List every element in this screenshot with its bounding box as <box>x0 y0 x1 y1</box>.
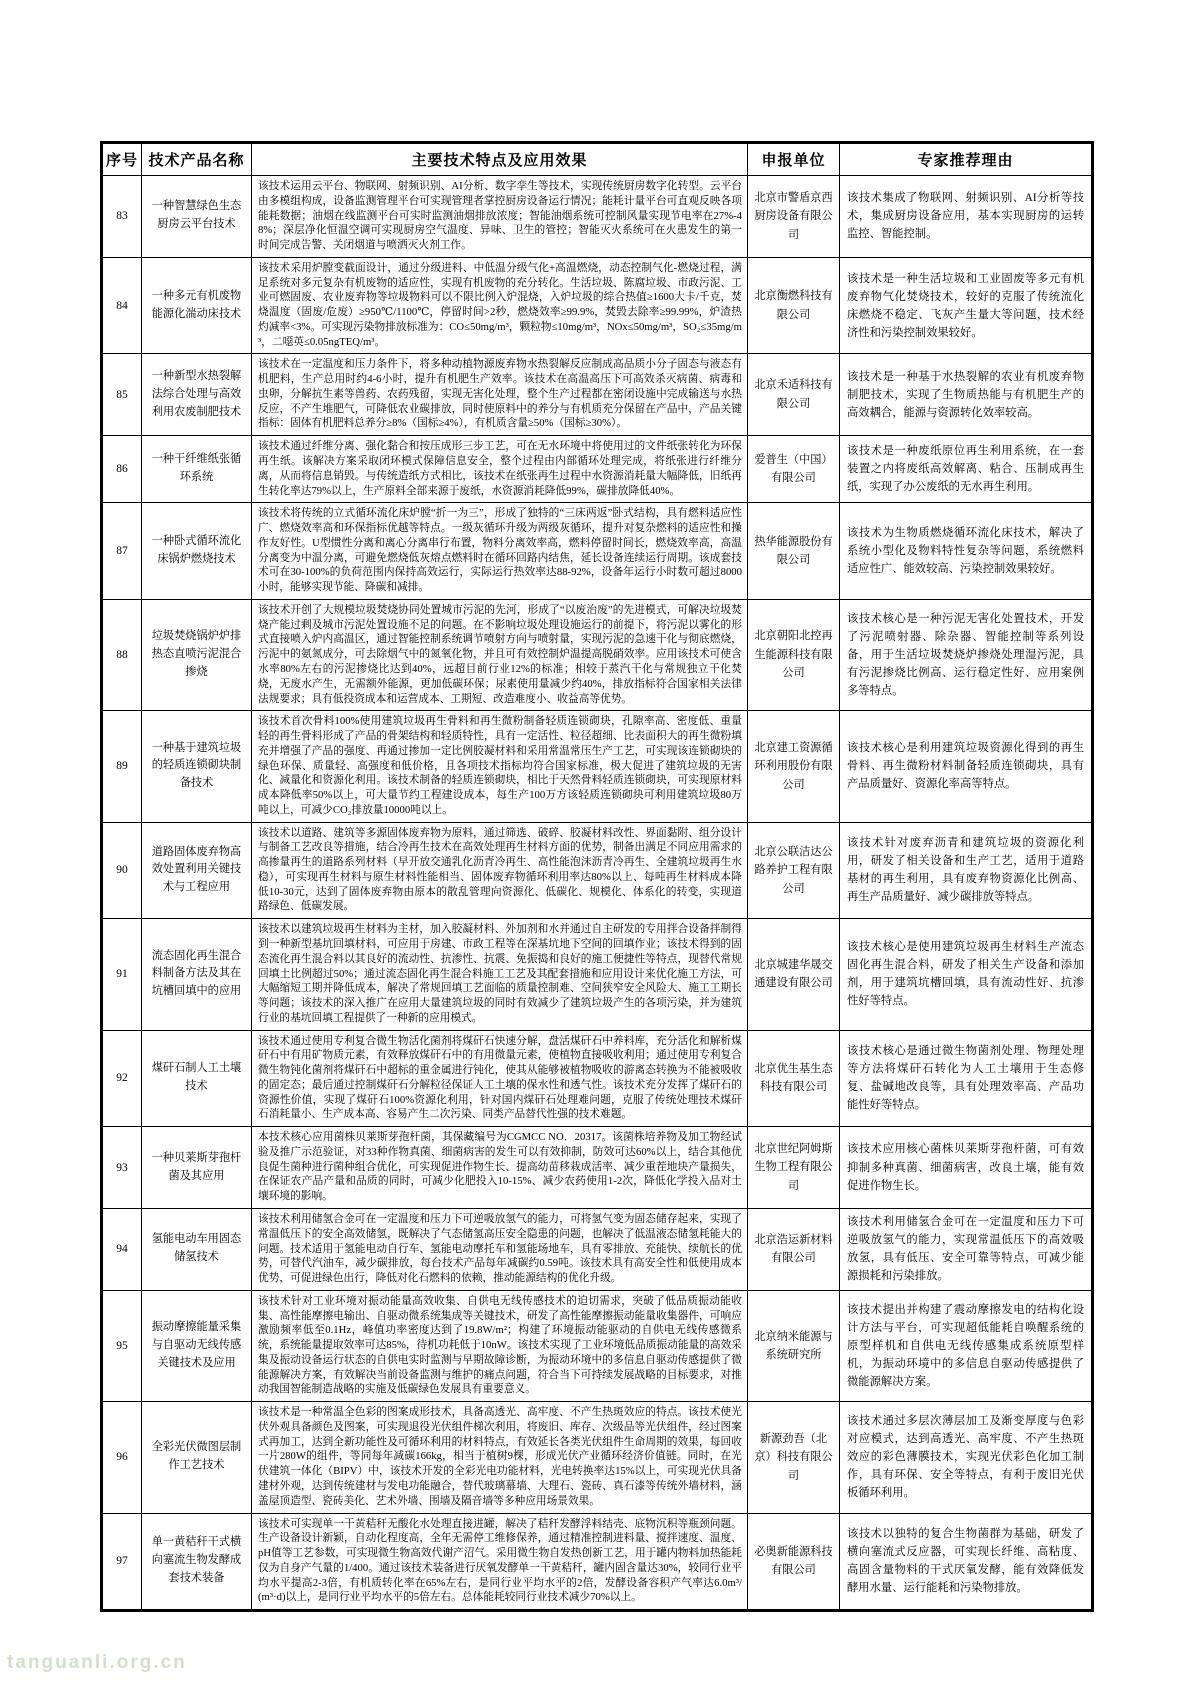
cell-reason: 该技术通过多层次薄层加工及渐变厚度与色彩对应模式，达到高透光、高牢度、不产生热斑效应的彩色薄膜技术，实现光伏彩色化加工制作，具有环保、安全等特点，有利于废旧光伏板循环利用。 <box>840 1402 1093 1513</box>
technology-products-table <box>100 141 1094 1612</box>
cell-serial-number: 95 <box>102 1290 142 1401</box>
cell-product-name: 一种基于建筑垃圾的轻质连锁砌块制备技术 <box>142 711 252 822</box>
cell-product-name: 单一黄秸秆干式横向塞流生物发酵成套技术装备 <box>142 1513 252 1611</box>
cell-serial-number: 86 <box>102 436 142 503</box>
cell-serial-number: 83 <box>102 176 142 258</box>
table-row <box>102 1513 1093 1611</box>
cell-reason: 该技术核心是一种污泥无害化处置技术，开发了污泥喷射器、除杂器、智能控制等系列设备，用于生活垃圾焚烧炉掺烧处理湿污泥，具有污泥掺烧比例高、运行稳定性好、应用案例多等特点。 <box>840 599 1093 710</box>
cell-product-name: 氢能电动车用固态储氢技术 <box>142 1209 252 1291</box>
cell-reason: 该技术以独特的复合生物菌群为基础，研发了横向塞流式反应器，可实现长纤维、高粘度、高固含量物料的干式厌氧发酵，能有效降低发酵用水量、运行能耗和污染物排放。 <box>840 1513 1093 1611</box>
table-row <box>102 1402 1093 1513</box>
cell-product-name: 一种智慧绿色生态厨房云平台技术 <box>142 176 252 258</box>
cell-applicant: 爱普生（中国）有限公司 <box>748 436 840 503</box>
header-features: 主要技术特点及应用效果 <box>252 143 748 176</box>
cell-features: 该技术针对工业环境对振动能量高效收集、自供电无线传感技术的迫切需求，突破了低品质振动能收集、高性能摩擦电输出、自驱动微系统集成等关键技术，研发了高性能摩擦振动能量收集器件，可响应激励频率低至0.1Hz，峰值功率密度达到了19.8W/m²；构建了环境振动能驱动的自供电无线传感微系统，系统能量提取效率可达85%，待机功耗低于10nW。该技术实现了工业环境低品质振动能量的高效采集及振动设备运行状态的自供电实时监测与早期故障诊断，为振动环境中的多信息自驱动传感提供了微能源解决方案，有效解决当前设备监测与维护的痛点问题，符合当下可持续发展战略的目标要求，对推动我国智能制造战略的实施及低碳绿色发展具有重要意义。 <box>252 1290 748 1401</box>
cell-applicant: 北京世纪阿姆斯生物工程有限公司 <box>748 1127 840 1209</box>
cell-reason: 该技术是一种废纸原位再生利用系统，在一套装置之内将废纸高效解离、粘合、压制成再生纸，实现了办公废纸的无水再生利用。 <box>840 436 1093 503</box>
cell-features: 该技术利用储氢合金可在一定温度和压力下可逆吸放氢气的能力，可将氢气变为固态储存起来，实现了常温低压下的安全高效储氢，既解决了气态储氢高压安全隐患的问题，也解决了低温液态储氢耗能大的问题。技术适用于氢能电动自行车、氢能电动摩托车和氢能场地车，具有零排放、充能快、续航长的优势，可替代汽油车，减少碳排放，每台技术产品每年减碳约0.59吨。该技术具有高安全性和低使用成本优势，可促进绿色出行，降低对化石燃料的依赖，推动能源结构的优化升级。 <box>252 1209 748 1291</box>
table-row <box>102 1290 1093 1401</box>
cell-features: 该技术以道路、建筑等多源固体废弃物为原料，通过筛选、破碎、胶凝材料改性、界面黏附、组分设计与制备工艺改良等措施，结合冷再生技术在高效处理再生材料方面的优势，制备出满足不同应用需求的高掺量再生的道路系列材料（早开放交通乳化沥青冷再生、高性能泡沫沥青冷再生、全建筑垃圾再生水稳），可实现再生材料与原生材料性能相当、固体废弃物循环利用率达80%以上、每吨再生材料成本降低10-30元，达到了固体废弃物由原本的散乱管理向资源化、低碳化、规模化、体系化的转变，实现道路绿色、低碳发展。 <box>252 822 748 919</box>
cell-serial-number: 87 <box>102 503 142 600</box>
cell-product-name: 振动摩擦能量采集与自驱动无线传感关键技术及应用 <box>142 1290 252 1401</box>
cell-reason: 该技术核心是使用建筑垃圾再生材料生产流态固化再生混合料，研发了相关生产设备和添加剂，用于建筑坑槽回填，具有流动性好、抗渗性好等特点。 <box>840 919 1093 1030</box>
cell-features: 该技术可实现单一干黄秸秆无酸化水处理直接进罐，解决了秸秆发酵浮料结壳、底物沉积等瓶颈问题。生产设备设计新颖，自动化程度高，全年无需停工维修保养，通过精准控制进料量、搅拌速度、温度、pH值等工艺参数，可实现微生物高效代谢产沼气。采用微生物自发热创新工艺，用于罐内物料加热能耗仅为自身产气量的1/400。通过该技术装备进行厌氧发酵单一干黄秸秆，罐内固含量达30%，较同行业平均水平提高2-3倍，有机质转化率在65%左右，是同行业平均水平的2倍，发酵设备容积产气率达6.0m³/(m³·d)以上，是同行业平均水平的5倍左右。总体能耗较同行业技术减少70%以上。 <box>252 1513 748 1611</box>
cell-reason: 该技术利用储氢合金可在一定温度和压力下可逆吸放氢气的能力，实现常温低压下的高效吸放氢，具有低压、安全可靠等特点，可减少能源损耗和污染排放。 <box>840 1209 1093 1291</box>
cell-applicant: 热华能源股份有限公司 <box>748 503 840 600</box>
cell-reason: 该技术核心是通过微生物菌剂处理、物理处理等方法将煤矸石转化为人工土壤用于生态修复、盐碱地改良等，具有处理效率高、产品功能性好等特点。 <box>840 1030 1093 1127</box>
cell-applicant: 北京优生基生态科技有限公司 <box>748 1030 840 1127</box>
table-row <box>102 822 1093 919</box>
cell-features: 该技术通过纤维分离、强化黏合和按压成形三步工艺，可在无水环境中将使用过的文件纸张转化为环保再生纸。该解决方案采取闭环模式保障信息安全，整个过程由内部循环处理完成，将纸张进行纤维分离，从而将信息销毁。与传统造纸方式相比，该技术在纸张再生过程中水资源消耗量大幅降低，旧纸再生转化率达79%以上，生产原料全部来源于废纸，水资源消耗降低99%，碳排放降低40%。 <box>252 436 748 503</box>
cell-features: 该技术首次骨料100%使用建筑垃圾再生骨料和再生微粉制备轻质连锁砌块，孔隙率高、密度低、重量轻的再生骨料形成了产品的骨架结构和轻质特性，具有一定活性、粒径超细、比表面积大的再生微粉填充并增强了产品的强度、再通过掺加一定比例胶凝材料和采用常温常压生产工艺，可实现该连锁砌块的绿色环保、质量轻、高强度和低价格，且各项技术指标均符合国家标准，极大促进了建筑垃圾的无害化、减量化和资源化利用。该技术制备的轻质连锁砌块，相比于天然骨料轻质连锁砌块，可实现原材料成本降低率50%以上，可大量节约工程建设成本，每生产100万方该轻质连锁砌块可利用建筑垃圾80万吨以上，可减少CO₂排放量10000吨以上。 <box>252 711 748 822</box>
cell-features: 该技术在一定温度和压力条件下，将多种动植物源废弃物水热裂解反应制成高品质小分子固态与液态有机肥料，生产总用时约4-6小时，提升有机肥生产效率。该技术在高温高压下可高效杀灭病菌、病毒和虫卵，分解抗生素等兽药、农药残留，实现无害化处理，整个生产过程都在密闭设施中完成输送与水热反应，不产生堆肥气，可降低农业碳排放，同时使原料中的养分与有机质充分保留在产品中，产品关键指标：固体有机肥料总养分≥8%（国标≥4%），有机质含量≥50%（国标≥30%）。 <box>252 354 748 436</box>
cell-reason: 该技术核心是利用建筑垃圾资源化得到的再生骨料、再生微粉材料制备轻质连锁砌块，具有产品质量好、资源化率高等特点。 <box>840 711 1093 822</box>
cell-product-name: 一种新型水热裂解法综合处理与高效利用农废制肥技术 <box>142 354 252 436</box>
cell-product-name: 流态固化再生混合料制备方法及其在坑槽回填中的应用 <box>142 919 252 1030</box>
table-row <box>102 503 1093 600</box>
cell-applicant: 北京城建华晟交通建设有限公司 <box>748 919 840 1030</box>
cell-applicant: 必奥新能源科技有限公司 <box>748 1513 840 1611</box>
cell-serial-number: 94 <box>102 1209 142 1291</box>
table-header-row <box>102 143 1093 176</box>
cell-applicant: 北京浩运新材料有限公司 <box>748 1209 840 1291</box>
cell-reason: 该技术提出并构建了震动摩擦发电的结构化设计方法与平台，可实现超低能耗自唤醒系统的原型样机和自供电无线传感集成系统原型样机，为振动环境中的多信息自驱动传感提供了微能源解决方案。 <box>840 1290 1093 1401</box>
cell-reason: 该技术应用核心菌株贝莱斯芽孢杆菌，可有效抑制多种真菌、细菌病害，改良土壤，能有效促进作物生长。 <box>840 1127 1093 1209</box>
table-row <box>102 919 1093 1030</box>
cell-features: 该技术以建筑垃圾再生材料为主材，加入胶凝材料、外加剂和水并通过自主研发的专用拌合设备拌制得到一种新型基坑回填材料，可应用于房建、市政工程等在深基坑地下空间的回填作业；该技术得到的固态流化再生混合料以其良好的流动性、抗渗性、抗震、免振捣和良好的施工便捷性等特点，现替代常规回填土比例超过50%；通过流态固化再生混合料施工工艺及其配套措施和应用设计来优化施工方法，可大幅缩短工期并降低成本，解决了常规回填工艺面临的质量控制难、空间狭窄安全风险大、施工工期长等问题；该技术的深入推广在应用大量建筑垃圾的同时有效减少了建筑垃圾产生的各项污染，并为建筑行业的基坑回填工程提供了一种新的应用模式。 <box>252 919 748 1030</box>
table-row <box>102 1030 1093 1127</box>
cell-applicant: 北京建工资源循环利用股份有限公司 <box>748 711 840 822</box>
cell-serial-number: 92 <box>102 1030 142 1127</box>
cell-product-name: 煤矸石制人工土壤技术 <box>142 1030 252 1127</box>
cell-applicant: 北京市警盾京西厨房设备有限公司 <box>748 176 840 258</box>
cell-serial-number: 90 <box>102 822 142 919</box>
cell-product-name: 一种多元有机废物能源化湍动床技术 <box>142 257 252 354</box>
cell-features: 该技术是一种常温全色彩的图案成形技术，具备高透光、高牢度、不产生热斑效应的特点。该技术使光伏外观具备颜色及图案，可实现退役光伏组件梯次利用，将废旧、库存、次级品等光伏组件，经过图案式再加工，达到全新功能性及可循环利用的材料特点，有效延长各类光伏组件生命周期的效果，每回收一片280W的组件，等同每年减碳166kg，相当于植树9棵，形成光伏产业循环经济价值链。同时，在光伏建筑一体化（BIPV）中，该技术开发的全彩光电功能材料，光电转换率达15%以上，可实现光伏具备建材外观，达到传统建材与发电功能融合，替代玻璃幕墙、大理石、瓷砖、真石漆等传统外墙材料，涵盖屋顶造型、瓷砖美化、艺术外墙、围墙及隔音墙等多种应用场景效果。 <box>252 1402 748 1513</box>
cell-serial-number: 96 <box>102 1402 142 1513</box>
cell-applicant: 北京公联洁达公路养护工程有限公司 <box>748 822 840 919</box>
cell-applicant: 北京朝阳北控再生能源科技有限公司 <box>748 599 840 710</box>
cell-applicant: 北京衡燃科技有限公司 <box>748 257 840 354</box>
header-applicant: 申报单位 <box>748 143 840 176</box>
cell-reason: 该技术集成了物联网、射频识别、AI分析等技术，集成厨房设备应用，基本实现厨房的运转监控、智能控制。 <box>840 176 1093 258</box>
cell-features: 该技术采用炉膛变截面设计，通过分级进料、中低温分级气化+高温燃烧，动态控制气化-燃烧过程，满足系统对多元复杂有机废物的适应性，实现有机废物的充分转化。生活垃圾、陈腐垃圾、市政污泥、工业可燃固废、农业废弃物等垃圾物料可以不限比例入炉混烧，入炉垃圾的综合热值≥1600大卡/千克，焚烧温度（固废/危废）≥950℃/1100℃，停留时间>2秒，燃烧效率≥99.9%，焚毁去除率≥99.99%，炉渣热灼减率<3%。可实现污染物排放标准为：CO≤50mg/m³，颗粒物≤10mg/m³，NOx≤50mg/m³，SO₂≤35mg/m³，二噁英≤0.05ngTEQ/m³。 <box>252 257 748 354</box>
table-row <box>102 436 1093 503</box>
cell-features: 该技术将传统的立式循环流化床炉膛“折一为三”，形成了独特的“三床两返”卧式结构，具有燃料适应性广、燃烧效率高和环保指标优越等特点。一级灰循环升级为两级灰循环，提升对复杂燃料的适应性和操作友好性。U型惯性分离和离心分离串行布置，物料分离效率高，燃料停留时间长，燃烧效率高，高温分离变为中温分离，可避免燃烧低灰熔点燃料时在循环回路内结焦，延长设备连续运行周期。该成套技术可在30-100%的负荷范围内保持高效运行，实际运行热效率达88-92%，设备年运行小时数可超过8000小时，能够实现节能、降碳和减排。 <box>252 503 748 600</box>
cell-product-name: 一种贝莱斯芽孢杆菌及其应用 <box>142 1127 252 1209</box>
table-row <box>102 176 1093 258</box>
cell-product-name: 道路固体废弃物高效处置利用关键技术与工程应用 <box>142 822 252 919</box>
cell-product-name: 一种卧式循环流化床锅炉燃烧技术 <box>142 503 252 600</box>
cell-serial-number: 84 <box>102 257 142 354</box>
cell-serial-number: 93 <box>102 1127 142 1209</box>
header-product-name: 技术产品名称 <box>142 143 252 176</box>
cell-product-name: 一种干纤维纸张循环系统 <box>142 436 252 503</box>
cell-reason: 该技术针对废弃沥青和建筑垃圾的资源化利用，研发了相关设备和生产工艺，适用于道路基材的再生利用，具有废弃物资源化比例高、再生产品质量好、减少碳排放等特点。 <box>840 822 1093 919</box>
table-row <box>102 354 1093 436</box>
cell-serial-number: 85 <box>102 354 142 436</box>
watermark: tanguanli.org.cn <box>7 1652 187 1673</box>
cell-serial-number: 88 <box>102 599 142 710</box>
table-row <box>102 599 1093 710</box>
cell-features: 该技术运用云平台、物联网、射频识别、AI分析、数字孪生等技术，实现传统厨房数字化转型。云平台由多模组构成，设备监测管理平台可实现管理者掌控厨房设备运行情况；能耗计量平台可直观反映各项能耗数据；油烟在线监测平台可实时监测油烟排放浓度；智能油烟系统可控制风量实现节电率在27%-48%；深层净化恒温空调可实现厨房空气温度、异味、卫生的管控；智能灭火系统可在火患发生的第一时间完成告警、关闭烟道与喷洒灭火剂工作。 <box>252 176 748 258</box>
table-row <box>102 711 1093 822</box>
cell-features: 该技术开创了大规模垃圾焚烧协同处置城市污泥的先河，形成了“以废治废”的先进模式，可解决垃圾焚烧产能过剩及城市污泥处置设施不足的问题。在不影响垃圾处理设施运行的前提下，将污泥以雾化的形式直接喷入炉内高温区，通过智能控制系统调节喷射方向与喷射量，实现污泥的急速干化与彻底燃烧，污泥中的氨氮成分，可去除烟气中的氮氧化物，并且可有效控制炉温提高脱硝效率。应用该技术可使含水率80%左右的污泥掺烧比达到40%，远超目前行业12%的标准；相较于蒸汽干化与常规独立干化焚烧，无废水产生，无需额外能源，更加低碳环保；尿素使用量减少约40%，排放指标符合国家相关法律法规要求；具有低投资成本和运营成本、工期短、改造难度小、收益高等优势。 <box>252 599 748 710</box>
cell-applicant: 北京纳米能源与系统研究所 <box>748 1290 840 1401</box>
table-row <box>102 1127 1093 1209</box>
cell-product-name: 垃圾焚烧锅炉炉排热态直喷污泥混合掺烧 <box>142 599 252 710</box>
cell-reason: 该技术为生物质燃烧循环流化床技术，解决了系统小型化及物料特性复杂等问题，系统燃料适应性广、能效较高、污染控制效果较好。 <box>840 503 1093 600</box>
cell-reason: 该技术是一种生活垃圾和工业固废等多元有机废弃物气化焚烧技术，较好的克服了传统流化床燃烧不稳定、飞灰产生量大等问题，技术经济性和污染控制效果较好。 <box>840 257 1093 354</box>
cell-reason: 该技术是一种基于水热裂解的农业有机废弃物制肥技术，实现了生物质热能与有机肥生产的高效耦合，能源与资源转化效率较高。 <box>840 354 1093 436</box>
header-serial-number: 序号 <box>102 143 142 176</box>
cell-features: 该技术通过使用专利复合微生物活化菌剂将煤矸石快速分解，盘活煤矸石中养料库，充分活化和解析煤矸石中有用矿物质元素，有效释放煤矸石中的有用微量元素，使植物直接吸收利用；通过使用专利复合微生物钝化菌剂将煤矸石中超标的重金属进行钝化，使其从能够被植物吸收的游离态转换为不能被吸收的固定态；最后通过控制煤矸石分解粒径保证人工土壤的保水性和透气性。该技术充分发挥了煤矸石的资源性价值，实现了煤矸石100%资源化利用，针对国内煤矸石处理难问题，克服了传统处理技术煤矸石消耗量小、生产成本高、容易产生二次污染、同类产品替代性强的技术难题。 <box>252 1030 748 1127</box>
cell-serial-number: 97 <box>102 1513 142 1611</box>
cell-applicant: 新源劲吾（北京）科技有限公司 <box>748 1402 840 1513</box>
cell-applicant: 北京禾适科技有限公司 <box>748 354 840 436</box>
header-reason: 专家推荐理由 <box>840 143 1093 176</box>
cell-features: 本技术核心应用菌株贝莱斯芽孢杆菌，其保藏编号为CGMCC NO．20317。该菌株培养物及加工物经试验及推广示范验证，对33种作物真菌、细菌病害的发生可以有效抑制，防效可达60%以上，结合其他优良促生菌种进行菌种组合优化，可实现促进作物生长、提高幼苗移栽成活率、减少重茬地块产量损失，在保证农产品产量和品质的同时，可减少化肥投入10-15%、减少农药使用1-2次，降低化学投入品对土壤环境的影响。 <box>252 1127 748 1209</box>
cell-serial-number: 91 <box>102 919 142 1030</box>
table-row <box>102 257 1093 354</box>
cell-product-name: 全彩光伏微图层制作工艺技术 <box>142 1402 252 1513</box>
table-row <box>102 1209 1093 1291</box>
cell-serial-number: 89 <box>102 711 142 822</box>
